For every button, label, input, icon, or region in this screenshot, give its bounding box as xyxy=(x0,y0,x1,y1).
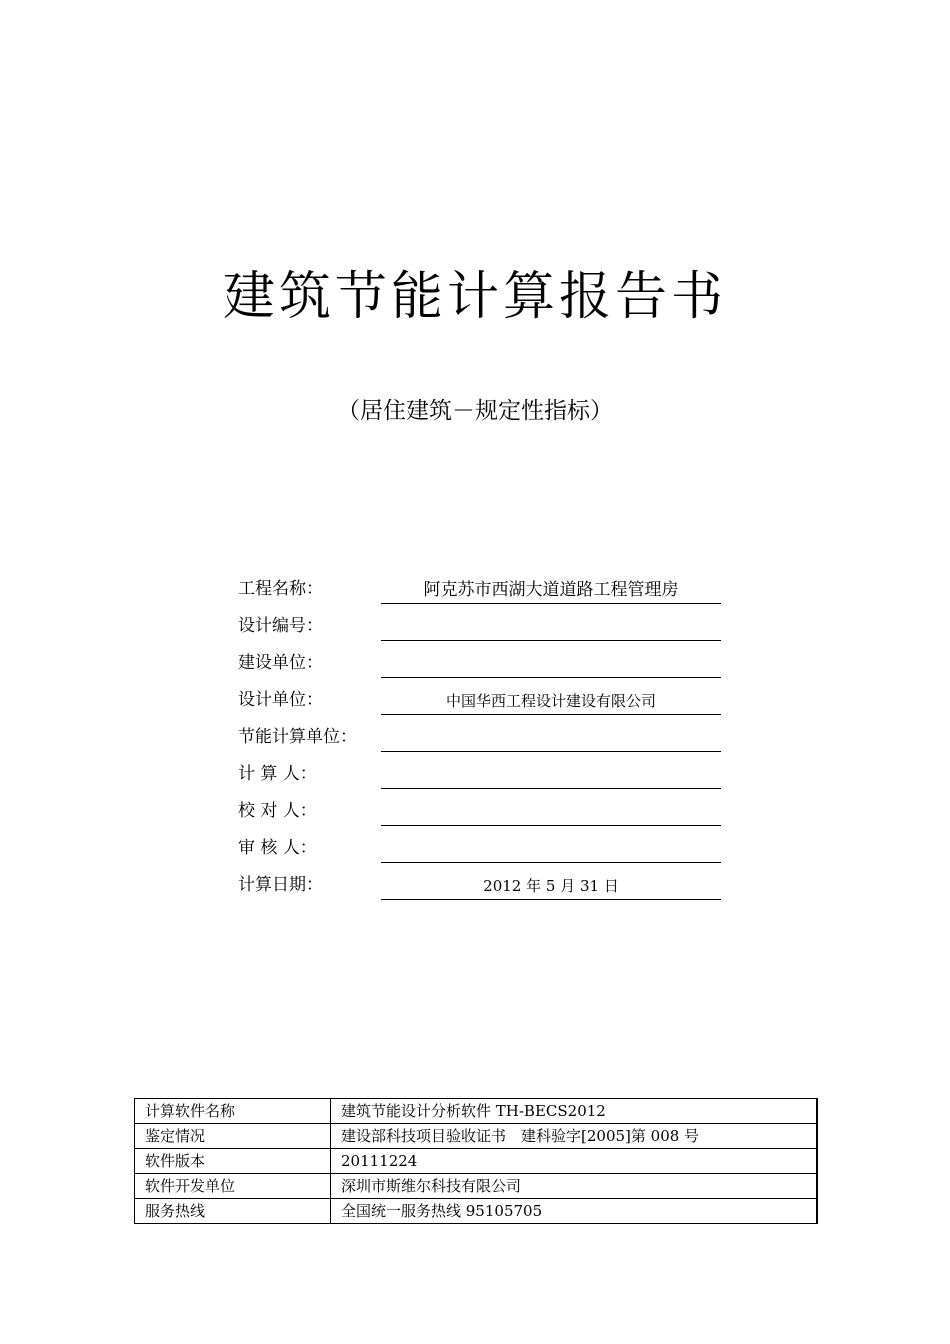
table-row xyxy=(135,1099,818,1124)
field-calculation-date xyxy=(238,870,728,907)
field-value xyxy=(381,763,721,789)
field-label: 建设单位： xyxy=(238,653,323,673)
table-row xyxy=(135,1124,818,1149)
table-key-cell: 软件版本 xyxy=(135,1149,331,1174)
software-info-table xyxy=(134,1098,818,1224)
field-construction-unit xyxy=(238,648,728,685)
field-value xyxy=(381,800,721,826)
field-label: 设计编号： xyxy=(238,616,323,636)
table-key-cell: 服务热线 xyxy=(135,1199,331,1224)
field-label: 设计单位： xyxy=(238,690,323,710)
field-reviewer xyxy=(238,833,728,870)
field-value xyxy=(381,652,721,678)
field-value: 阿克苏市西湖大道道路工程管理房 xyxy=(381,578,721,604)
table-value-cell: 全国统一服务热线 95105705 xyxy=(331,1199,818,1224)
field-label: 工程名称： xyxy=(238,579,323,599)
table-value-cell: 深圳市斯维尔科技有限公司 xyxy=(331,1174,818,1199)
table-value-cell: 建筑节能设计分析软件 TH-BECS2012 xyxy=(331,1099,818,1124)
field-value xyxy=(381,726,721,752)
table-value-cell: 建设部科技项目验收证书 建科验字[2005]第 008 号 xyxy=(331,1124,818,1149)
table-key-cell: 软件开发单位 xyxy=(135,1174,331,1199)
field-proofreader xyxy=(238,796,728,833)
table-row xyxy=(135,1174,818,1199)
table-value-cell: 20111224 xyxy=(331,1149,818,1174)
field-label: 节能计算单位： xyxy=(238,727,357,747)
table-row xyxy=(135,1199,818,1224)
table-key-cell: 计算软件名称 xyxy=(135,1099,331,1124)
report-title: 建筑节能计算报告书 xyxy=(222,267,727,327)
field-label: 计算日期： xyxy=(238,875,323,895)
table-row xyxy=(135,1149,818,1174)
field-label: 校 对 人： xyxy=(238,801,317,821)
field-design-unit xyxy=(238,685,728,722)
field-value xyxy=(381,837,721,863)
field-calculator xyxy=(238,759,728,796)
field-label: 审 核 人： xyxy=(238,838,317,858)
field-label: 计 算 人： xyxy=(238,764,317,784)
field-calculation-unit xyxy=(238,722,728,759)
field-value xyxy=(381,615,721,641)
field-design-number xyxy=(238,611,728,648)
report-subtitle: （居住建筑－规定性指标） xyxy=(337,398,613,424)
field-value: 2012 年 5 月 31 日 xyxy=(381,874,721,900)
table-key-cell: 鉴定情况 xyxy=(135,1124,331,1149)
field-project-name xyxy=(238,574,728,611)
project-info-form xyxy=(238,574,728,907)
field-value: 中国华西工程设计建设有限公司 xyxy=(381,689,721,715)
